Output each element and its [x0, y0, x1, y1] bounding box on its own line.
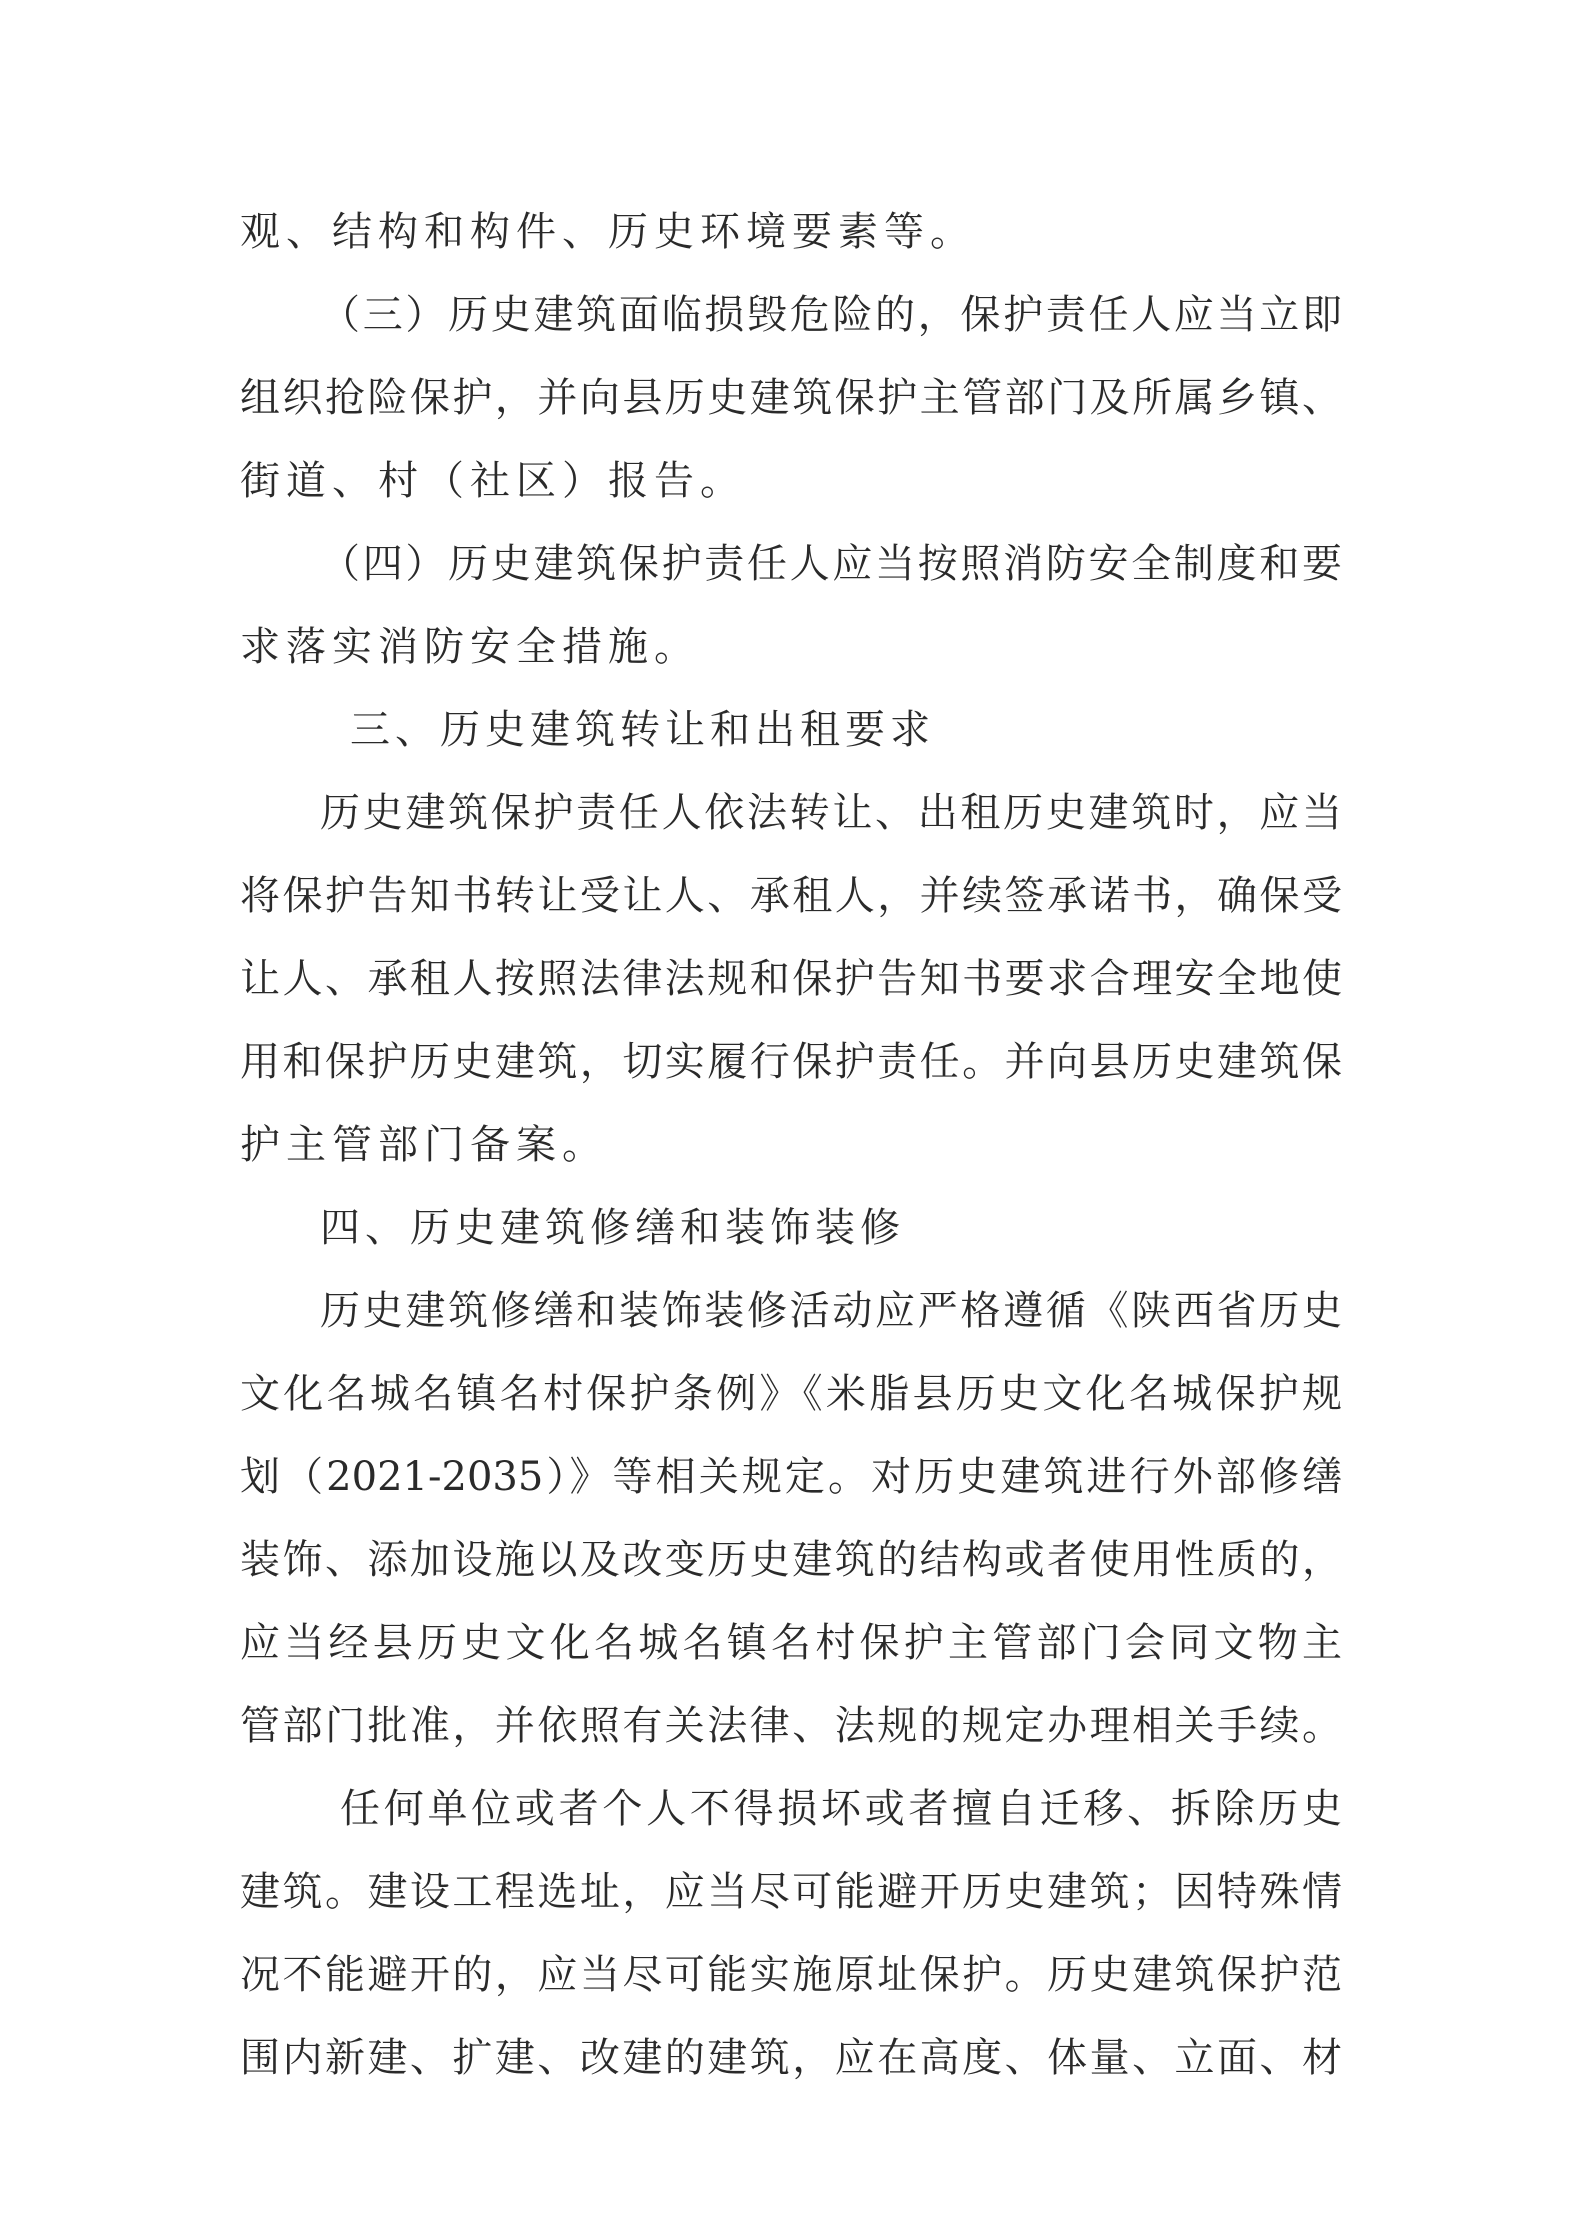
- item-4-line-2: 求落实消防安全措施。: [240, 624, 700, 670]
- item-3-line-3: 街道、村（社区）报告。: [240, 458, 746, 504]
- item-4-line-1: （四）历史建筑保护责任人应当按照消防安全制度和要: [320, 541, 1342, 587]
- section-3-para-line-4: 用和保护历史建筑，切实履行保护责任。并向县历史建筑保: [240, 1039, 1342, 1085]
- item-3-line-1: （三）历史建筑面临损毁危险的，保护责任人应当立即: [320, 292, 1342, 338]
- section-3-para-line-2: 将保护告知书转让受让人、承租人，并续签承诺书，确保受: [240, 873, 1342, 919]
- section-4-para2-line-2: 建筑。建设工程选址，应当尽可能避开历史建筑；因特殊情: [240, 1869, 1342, 1915]
- section-3-para-line-5: 护主管部门备案。: [240, 1122, 608, 1168]
- section-3-para-line-1: 历史建筑保护责任人依法转让、出租历史建筑时，应当: [320, 790, 1342, 836]
- section-4-para-line-3: 划（2021-2035）》等相关规定。对历史建筑进行外部修缮: [240, 1454, 1342, 1500]
- item-3-line-2: 组织抢险保护，并向县历史建筑保护主管部门及所属乡镇、: [240, 375, 1342, 421]
- section-3-heading: 三、历史建筑转让和出租要求: [350, 707, 935, 753]
- section-4-para-line-2: 文化名城名镇名村保护条例》《米脂县历史文化名城保护规: [240, 1371, 1342, 1417]
- section-4-heading: 四、历史建筑修缮和装饰装修: [320, 1205, 905, 1251]
- section-4-para-line-1: 历史建筑修缮和装饰装修活动应严格遵循《陕西省历史: [320, 1288, 1342, 1334]
- section-4-para2-line-4: 围内新建、扩建、改建的建筑，应在高度、体量、立面、材: [240, 2035, 1342, 2081]
- section-4-para-line-6: 管部门批准，并依照有关法律、法规的规定办理相关手续。: [240, 1703, 1342, 1749]
- section-3-para-line-3: 让人、承租人按照法律法规和保护告知书要求合理安全地使: [240, 956, 1342, 1002]
- section-4-para-line-4: 装饰、添加设施以及改变历史建筑的结构或者使用性质的，: [240, 1537, 1342, 1583]
- section-4-para2-line-3: 况不能避开的，应当尽可能实施原址保护。历史建筑保护范: [240, 1952, 1342, 1998]
- continuation-line-1: 观、结构和构件、历史环境要素等。: [240, 209, 976, 255]
- section-4-para-line-5: 应当经县历史文化名城名镇名村保护主管部门会同文物主: [240, 1620, 1342, 1666]
- section-4-para2-line-1: 任何单位或者个人不得损坏或者擅自迁移、拆除历史: [340, 1786, 1342, 1832]
